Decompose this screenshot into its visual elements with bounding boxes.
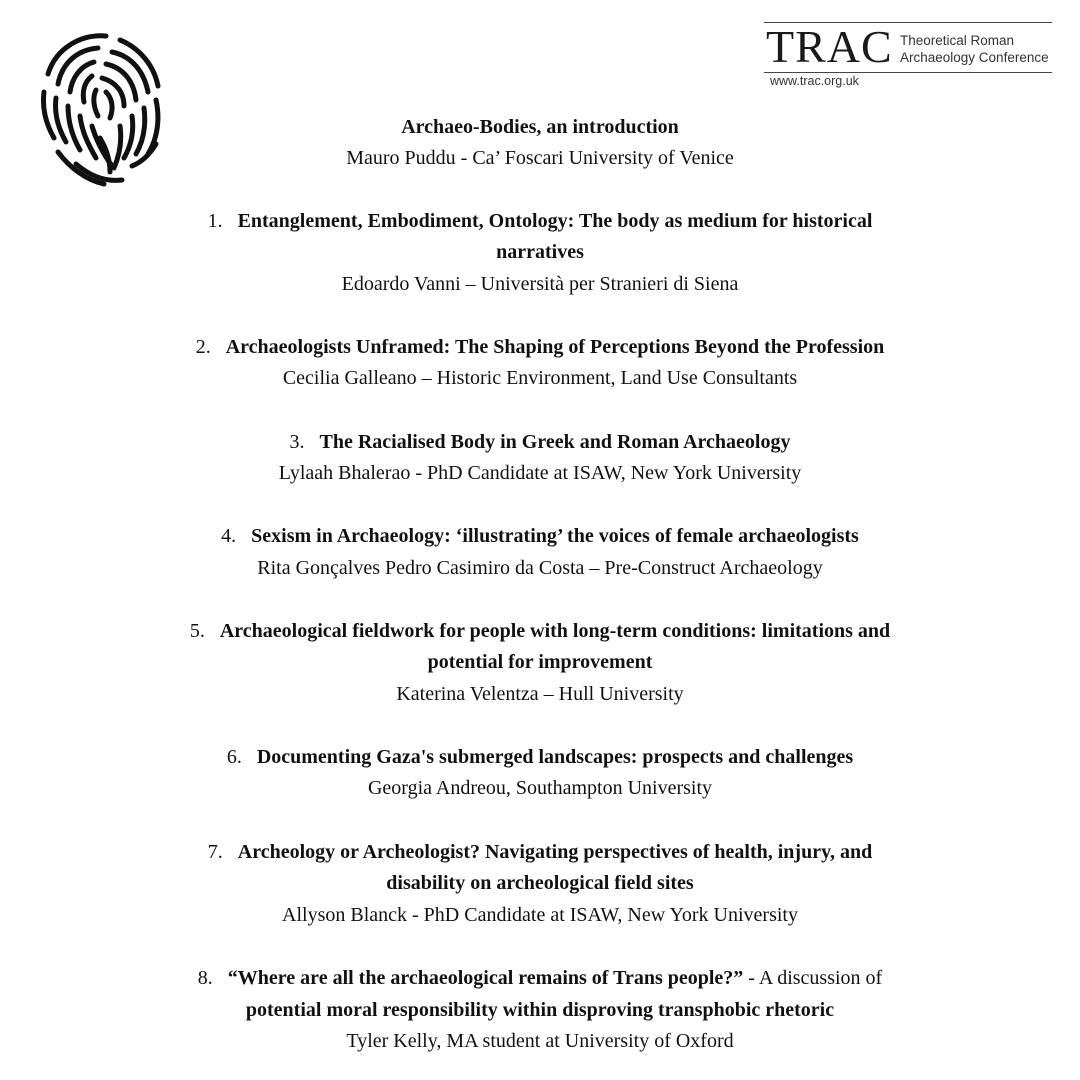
talk-title: Archaeologists Unframed: The Shaping of Perceptions Beyond the Profession — [225, 336, 885, 358]
trac-logo — [764, 22, 1052, 90]
talk-number: 3. — [289, 431, 305, 453]
talk-title: Archaeological fieldwork for people with long-term conditions: limitations and — [219, 620, 891, 642]
intro-title: Archaeo-Bodies, an introduction — [401, 116, 679, 138]
talk-number: 6. — [226, 746, 242, 768]
talk-8-title-line2: potential moral responsibility within disproving transphobic rhetoric — [245, 999, 835, 1021]
trac-logo-fullname-line1: Theoretical Roman — [900, 33, 1015, 48]
talk-title: Entanglement, Embodiment, Ontology: The body as medium for historical — [237, 210, 873, 232]
talk-6-title-line1 — [0, 745, 1080, 769]
intro-author: Mauro Puddu - Ca’ Foscari University of Venice — [346, 147, 734, 169]
talk-6-author: Georgia Andreou, Southampton University — [367, 777, 713, 799]
talk-7-title-line2: disability on archeological field sites — [386, 872, 694, 894]
talk-5-title-line1 — [0, 619, 1080, 643]
talk-number: 8. — [197, 967, 213, 989]
talk-number: 1. — [207, 210, 223, 232]
talk-7-author: Allyson Blanck - PhD Candidate at ISAW, New York University — [282, 904, 798, 926]
talk-8-author: Tyler Kelly, MA student at University of Oxford — [346, 1030, 734, 1052]
trac-logo-rule-bottom — [764, 72, 1052, 73]
talk-title-suffix: - A discussion of — [743, 967, 883, 989]
talk-5-title-line2: potential for improvement — [427, 651, 653, 673]
talk-title: The Racialised Body in Greek and Roman Archaeology — [319, 431, 791, 453]
talk-title: “Where are all the archaeological remains of Trans people?” — [227, 967, 744, 989]
talk-title: Archeology or Archeologist? Navigating perspectives of health, injury, and — [237, 841, 873, 863]
talk-2-title-line1 — [0, 335, 1080, 359]
talk-number: 5. — [189, 620, 205, 642]
talk-3-author: Lylaah Bhalerao - PhD Candidate at ISAW, New York University — [278, 462, 802, 484]
trac-logo-wordmark: TRAC — [766, 21, 893, 72]
trac-logo-fullname-line2: Archaeology Conference — [900, 50, 1049, 65]
talk-8-title-line1 — [0, 966, 1080, 990]
talk-title: Documenting Gaza's submerged landscapes: prospects and challenges — [256, 746, 854, 768]
trac-logo-url: www.trac.org.uk — [770, 74, 859, 88]
talk-3-title-line1 — [0, 430, 1080, 454]
talk-number: 2. — [195, 336, 211, 358]
talk-2-author: Cecilia Galleano – Historic Environment, Land Use Consultants — [282, 367, 798, 389]
talk-number: 4. — [221, 525, 237, 547]
talk-number: 7. — [207, 841, 223, 863]
talk-7-title-line1 — [0, 840, 1080, 864]
talk-4-title-line1 — [0, 524, 1080, 548]
trac-logo-fullname — [900, 32, 1049, 66]
talk-1-title-line2: narratives — [496, 241, 584, 263]
talk-1-title-line1 — [0, 209, 1080, 233]
talk-1-author: Edoardo Vanni – Università per Stranieri di Siena — [341, 273, 739, 295]
talk-5-author: Katerina Velentza – Hull University — [396, 683, 684, 705]
talk-title: Sexism in Archaeology: ‘illustrating’ the voices of female archaeologists — [251, 525, 859, 547]
talk-4-author: Rita Gonçalves Pedro Casimiro da Costa – Pre-Construct Archaeology — [257, 557, 823, 579]
